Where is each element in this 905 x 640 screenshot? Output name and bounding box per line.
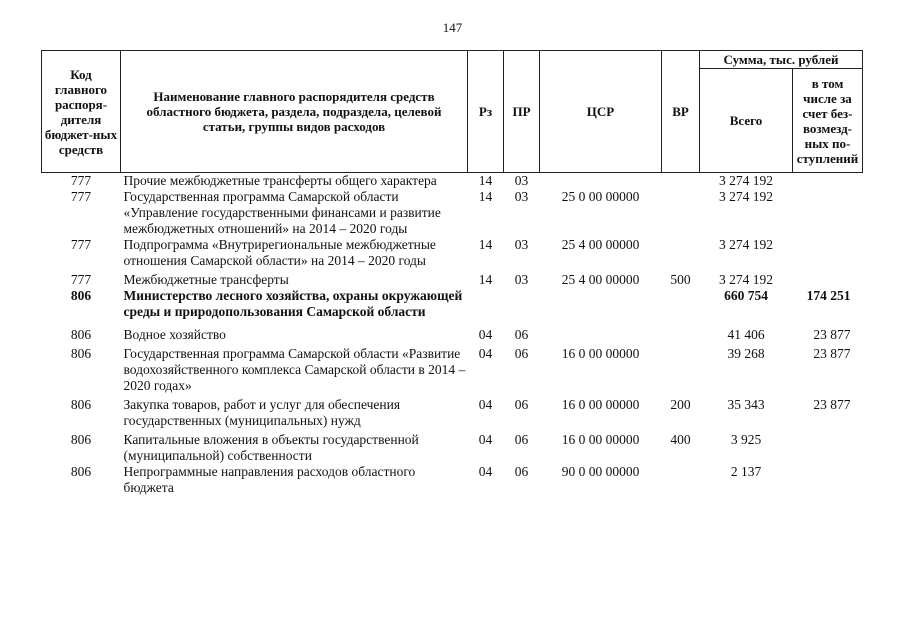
cell-total: 2 137 (730, 464, 762, 479)
cell-vr: 200 (670, 397, 691, 412)
cell-pr: 06 (514, 346, 529, 361)
cell-vr: 500 (670, 272, 691, 287)
cell-rz: 14 (478, 272, 493, 287)
cell-name: Подпрограмма «Внутрирегиональные межбюджетные отношения Самарской области» на 2014 – 2020 годы (123, 237, 436, 268)
cell-csr: 16 0 00 00000 (561, 432, 640, 447)
table-row (42, 432, 863, 464)
cell-grant: 174 251 (806, 288, 851, 303)
cell-grant (793, 189, 863, 237)
cell-rz: 14 (478, 189, 493, 204)
cell-name: Межбюджетные трансферты (123, 272, 289, 287)
cell-rz (468, 288, 504, 320)
cell-grant (793, 173, 863, 190)
cell-name: Непрограммные направления расходов областного бюджета (123, 464, 416, 495)
cell-name: Капитальные вложения в объекты государственной (муниципальной) собственности (123, 432, 419, 463)
cell-code: 777 (70, 173, 92, 188)
cell-vr (662, 288, 700, 320)
cell-name: Государственная программа Самарской области «Развитие водохозяйственного комплекса Самарской области в 2014 – 2020 годах» (123, 346, 466, 393)
cell-csr (540, 173, 662, 190)
cell-total: 3 274 192 (719, 237, 773, 252)
table-row (42, 237, 863, 269)
cell-rz: 04 (478, 346, 493, 361)
cell-pr: 06 (514, 327, 529, 342)
cell-vr (662, 464, 700, 496)
cell-rz: 04 (478, 327, 493, 342)
page-number: 147 (442, 20, 463, 35)
cell-code: 806 (70, 346, 92, 361)
table-row (42, 397, 863, 429)
header-total: Всего (700, 69, 793, 173)
table-row (42, 464, 863, 496)
cell-pr (504, 288, 540, 320)
cell-rz: 04 (478, 432, 493, 447)
cell-csr: 16 0 00 00000 (561, 397, 640, 412)
cell-name: Государственная программа Самарской области «Управление государственными финансами и развитие межбюджетных отношений» на 2014 – 2020 годы (123, 189, 441, 236)
cell-vr (662, 173, 700, 190)
table-row (42, 327, 863, 343)
table-row (42, 173, 863, 190)
cell-name: Министерство лесного хозяйства, охраны окружающей среды и природопользования Самарской области (123, 288, 463, 319)
cell-csr: 25 0 00 00000 (561, 189, 640, 204)
cell-vr: 400 (670, 432, 691, 447)
cell-pr: 06 (514, 397, 529, 412)
table-row (42, 288, 863, 320)
row-spacer (42, 320, 863, 327)
cell-csr: 90 0 00 00000 (561, 464, 640, 479)
cell-pr: 03 (514, 173, 529, 188)
header-code: Код главного распоря-дителя бюджет-ных средств (42, 51, 121, 173)
cell-vr (662, 327, 700, 343)
cell-name: Прочие межбюджетные трансферты общего характера (123, 173, 437, 188)
header-grant: в том числе за счет без-возмезд-ных по-ступлений (793, 69, 863, 173)
cell-rz: 14 (478, 173, 493, 188)
header-pr: ПР (504, 51, 540, 173)
cell-code: 806 (70, 432, 92, 447)
table-row (42, 272, 863, 288)
cell-total: 3 274 192 (719, 173, 773, 188)
header-rz: Рз (468, 51, 504, 173)
cell-code: 777 (70, 237, 92, 252)
cell-total: 35 343 (727, 397, 765, 412)
cell-csr: 25 4 00 00000 (561, 237, 640, 252)
cell-pr: 03 (514, 272, 529, 287)
header-vr: ВР (662, 51, 700, 173)
cell-total: 3 274 192 (719, 272, 773, 287)
cell-grant: 23 877 (813, 397, 851, 412)
cell-code: 806 (70, 397, 92, 412)
cell-total: 3 925 (730, 432, 762, 447)
cell-csr: 16 0 00 00000 (561, 346, 640, 361)
cell-vr (662, 189, 700, 237)
cell-code: 777 (70, 272, 92, 287)
cell-code: 806 (70, 464, 92, 479)
cell-vr (662, 346, 700, 394)
cell-pr: 03 (514, 237, 529, 252)
header-sum: Сумма, тыс. рублей (700, 51, 863, 69)
cell-csr (540, 327, 662, 343)
table-row (42, 189, 863, 237)
cell-total: 39 268 (727, 346, 765, 361)
cell-code: 777 (70, 189, 92, 204)
cell-rz: 04 (478, 397, 493, 412)
cell-code: 806 (70, 288, 92, 303)
row-spacer-cell (42, 320, 863, 327)
table-body (42, 173, 863, 497)
cell-pr: 06 (514, 464, 529, 479)
budget-table (41, 50, 863, 496)
cell-pr: 06 (514, 432, 529, 447)
cell-grant (793, 272, 863, 288)
cell-grant (793, 237, 863, 269)
cell-grant: 23 877 (813, 327, 851, 342)
cell-pr: 03 (514, 189, 529, 204)
cell-name: Закупка товаров, работ и услуг для обеспечения государственных (муниципальных) нужд (123, 397, 401, 428)
cell-csr: 25 4 00 00000 (561, 272, 640, 287)
cell-rz: 04 (478, 464, 493, 479)
header-name: Наименование главного распорядителя средств областного бюджета, раздела, подраздела, целевой статьи, группы видов расходов (121, 51, 468, 173)
cell-name: Водное хозяйство (123, 327, 226, 342)
cell-grant (793, 464, 863, 496)
table-row (42, 346, 863, 394)
cell-rz: 14 (478, 237, 493, 252)
cell-grant: 23 877 (813, 346, 851, 361)
cell-total: 41 406 (727, 327, 765, 342)
cell-grant (793, 432, 863, 464)
cell-code: 806 (70, 327, 92, 342)
cell-total: 3 274 192 (719, 189, 773, 204)
header-csr: ЦСР (540, 51, 662, 173)
cell-vr (662, 237, 700, 269)
cell-csr (540, 288, 662, 320)
cell-total: 660 754 (724, 288, 768, 303)
